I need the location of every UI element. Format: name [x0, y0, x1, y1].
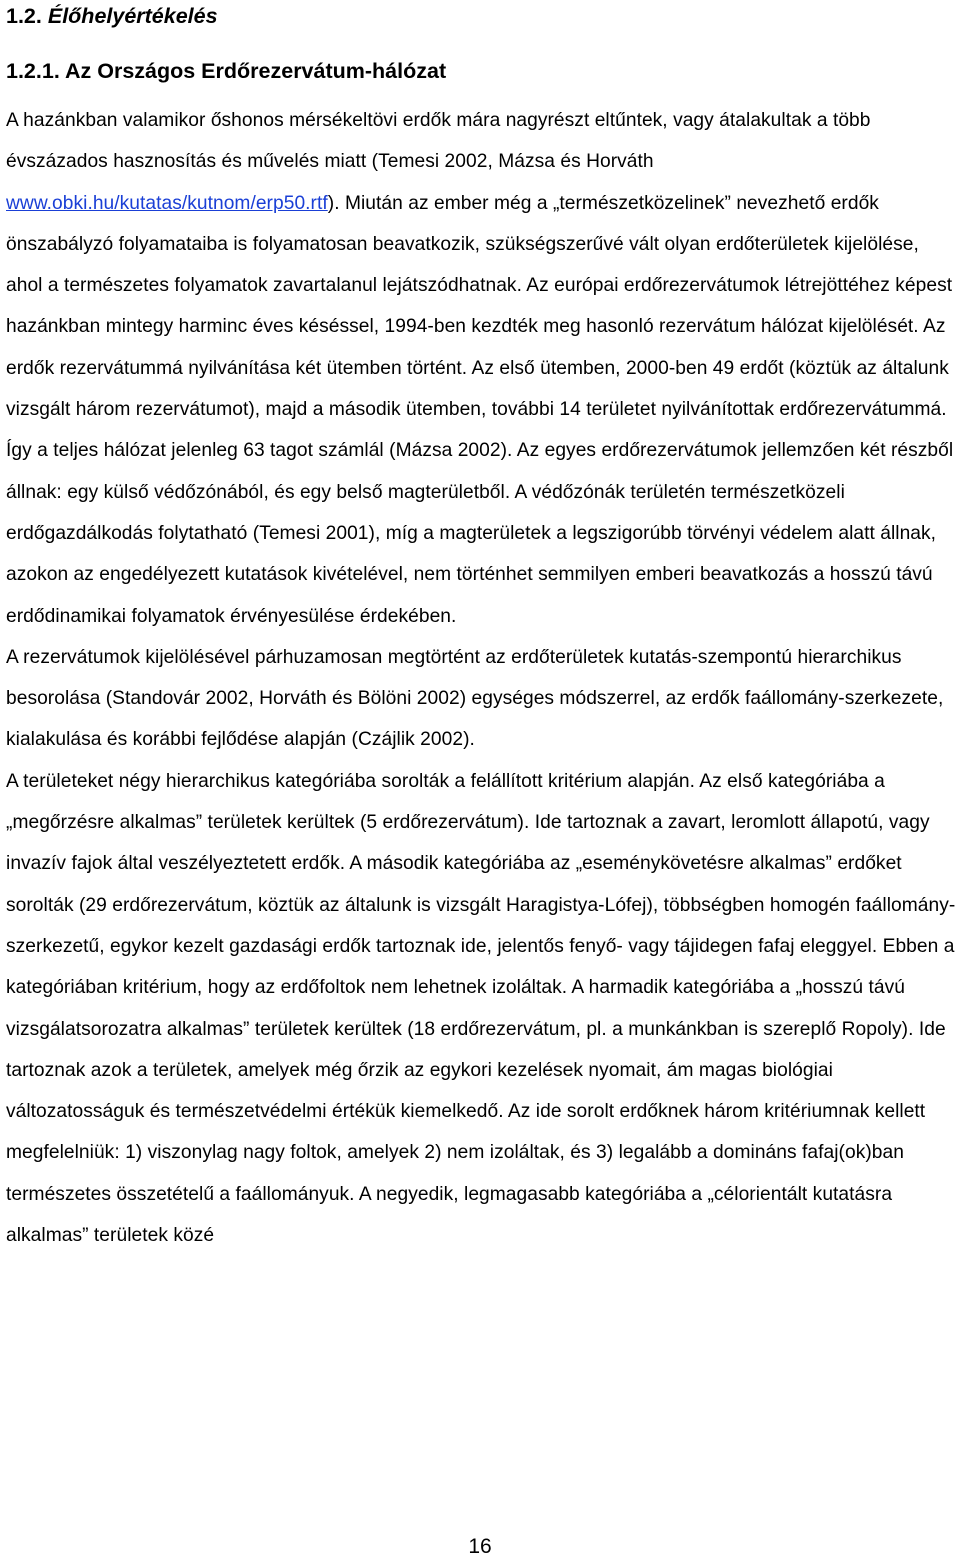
paragraph-reserve-network — [6, 100, 956, 637]
subsection-number: 1.2.1. — [6, 59, 60, 83]
paragraph-classification: A rezervátumok kijelölésével párhuzamosan megtörtént az erdőterületek kutatás-szempontú hierarchikus besorolása (Standovár 2002, Horváth és Bölöni 2002) egységes módszerrel, az erdők faállomány-szerkezete, kialakulása és korábbi fejlődése alapján (Czájlik 2002). — [6, 646, 944, 751]
subsection-heading — [6, 56, 958, 86]
page-number: 16 — [468, 1535, 492, 1558]
section-number: 1.2. — [6, 4, 42, 28]
body-text — [6, 100, 956, 1256]
source-link[interactable]: www.obki.hu/kutatas/kutnom/erp50.rtf — [6, 192, 328, 214]
paragraph-1-text-end: ). Miután az ember még a „természetközelinek” nevezhető erdők önszabályzó folyamataiba is folyamatosan beavatkozik, szükségszerűvé vált olyan erdőterületek kijelölése, ahol a természetes folyamatok zavartalanul lejátszódhatnak. Az európai erdőrezervátumok létrejöttéhez képest hazánkban mintegy harminc éves késéssel, 1994-ben kezdték meg hasonló rezervátum hálózat kijelölését. Az erdők rezervátummá nyilvánítása két ütemben történt. Az első ütemben, 2000-ben 49 erdőt (köztük az általunk vizsgált három rezervátumot), majd a második ütemben, további 14 területet nyilvánítottak erdőrezervátummá. Így a teljes hálózat jelenleg 63 tagot számlál (Mázsa 2002). Az egyes erdőrezervátumok jellemzően két részből állnak: egy külső védőzónából, és egy belső magterületből. A védőzónák területén természetközeli erdőgazdálkodás folytatható (Temesi 2001), míg a magterületek a legszigorúbb törvényi védelem alatt állnak, azokon az engedélyezett kutatások kivételével, nem történhet semmilyen emberi beavatkozás a hosszú távú erdődinamikai folyamatok érvényesülése érdekében. — [6, 192, 954, 627]
document-page — [6, 0, 958, 1256]
paragraph-1-text-start: A hazánkban valamikor őshonos mérsékeltövi erdők mára nagyrészt eltűntek, vagy átalakultak a több évszázados hasznosítás és művelés miatt (Temesi 2002, Mázsa és Horváth — [6, 110, 871, 173]
subsection-title: Az Országos Erdőrezervátum-hálózat — [64, 59, 447, 83]
section-heading — [6, 0, 958, 30]
paragraph-categories: A területeket négy hierarchikus kategóriába sorolták a felállított kritérium alapján. Az első kategóriába a „megőrzésre alkalmas” területek kerültek (5 erdőrezervátum). Ide tartoznak a zavart, leromlott állapotú, vagy invazív fajok által veszélyeztetett erdők. A második kategóriába az „eseménykövetésre alkalmas” erdőket sorolták (29 erdőrezervátum, köztük az általunk is vizsgált Haragistya-Lófej), többségben homogén faállomány-szerkezetű, egykor kezelt gazdasági erdők tartoznak ide, jelentős fenyő- vagy tájidegen fafaj eleggyel. Ebben a kategóriában kritérium, hogy az erdőfoltok nem lehetnek izoláltak. A harmadik kategóriába a „hosszú távú vizsgálatsorozatra alkalmas” területek kerültek (18 erdőrezervátum, pl. a munkánkban is szereplő Ropoly). Ide tartoznak azok a területek, amelyek még őrzik az egykori kezelések nyomait, ám magas biológiai változatosságuk és természetvédelmi értékük kiemelkedő. Az ide sorolt erdőknek három kritériumnak kellett megfelelniük: 1) viszonylag nagy foltok, amelyek 2) nem izoláltak, és 3) legalább a domináns fafaj(ok)ban természetes összetételű a faállományuk. A negyedik, legmagasabb kategóriába a „célorientált kutatásra alkalmas” területek közé — [6, 770, 956, 1247]
section-title: Élőhelyértékelés — [47, 4, 218, 28]
